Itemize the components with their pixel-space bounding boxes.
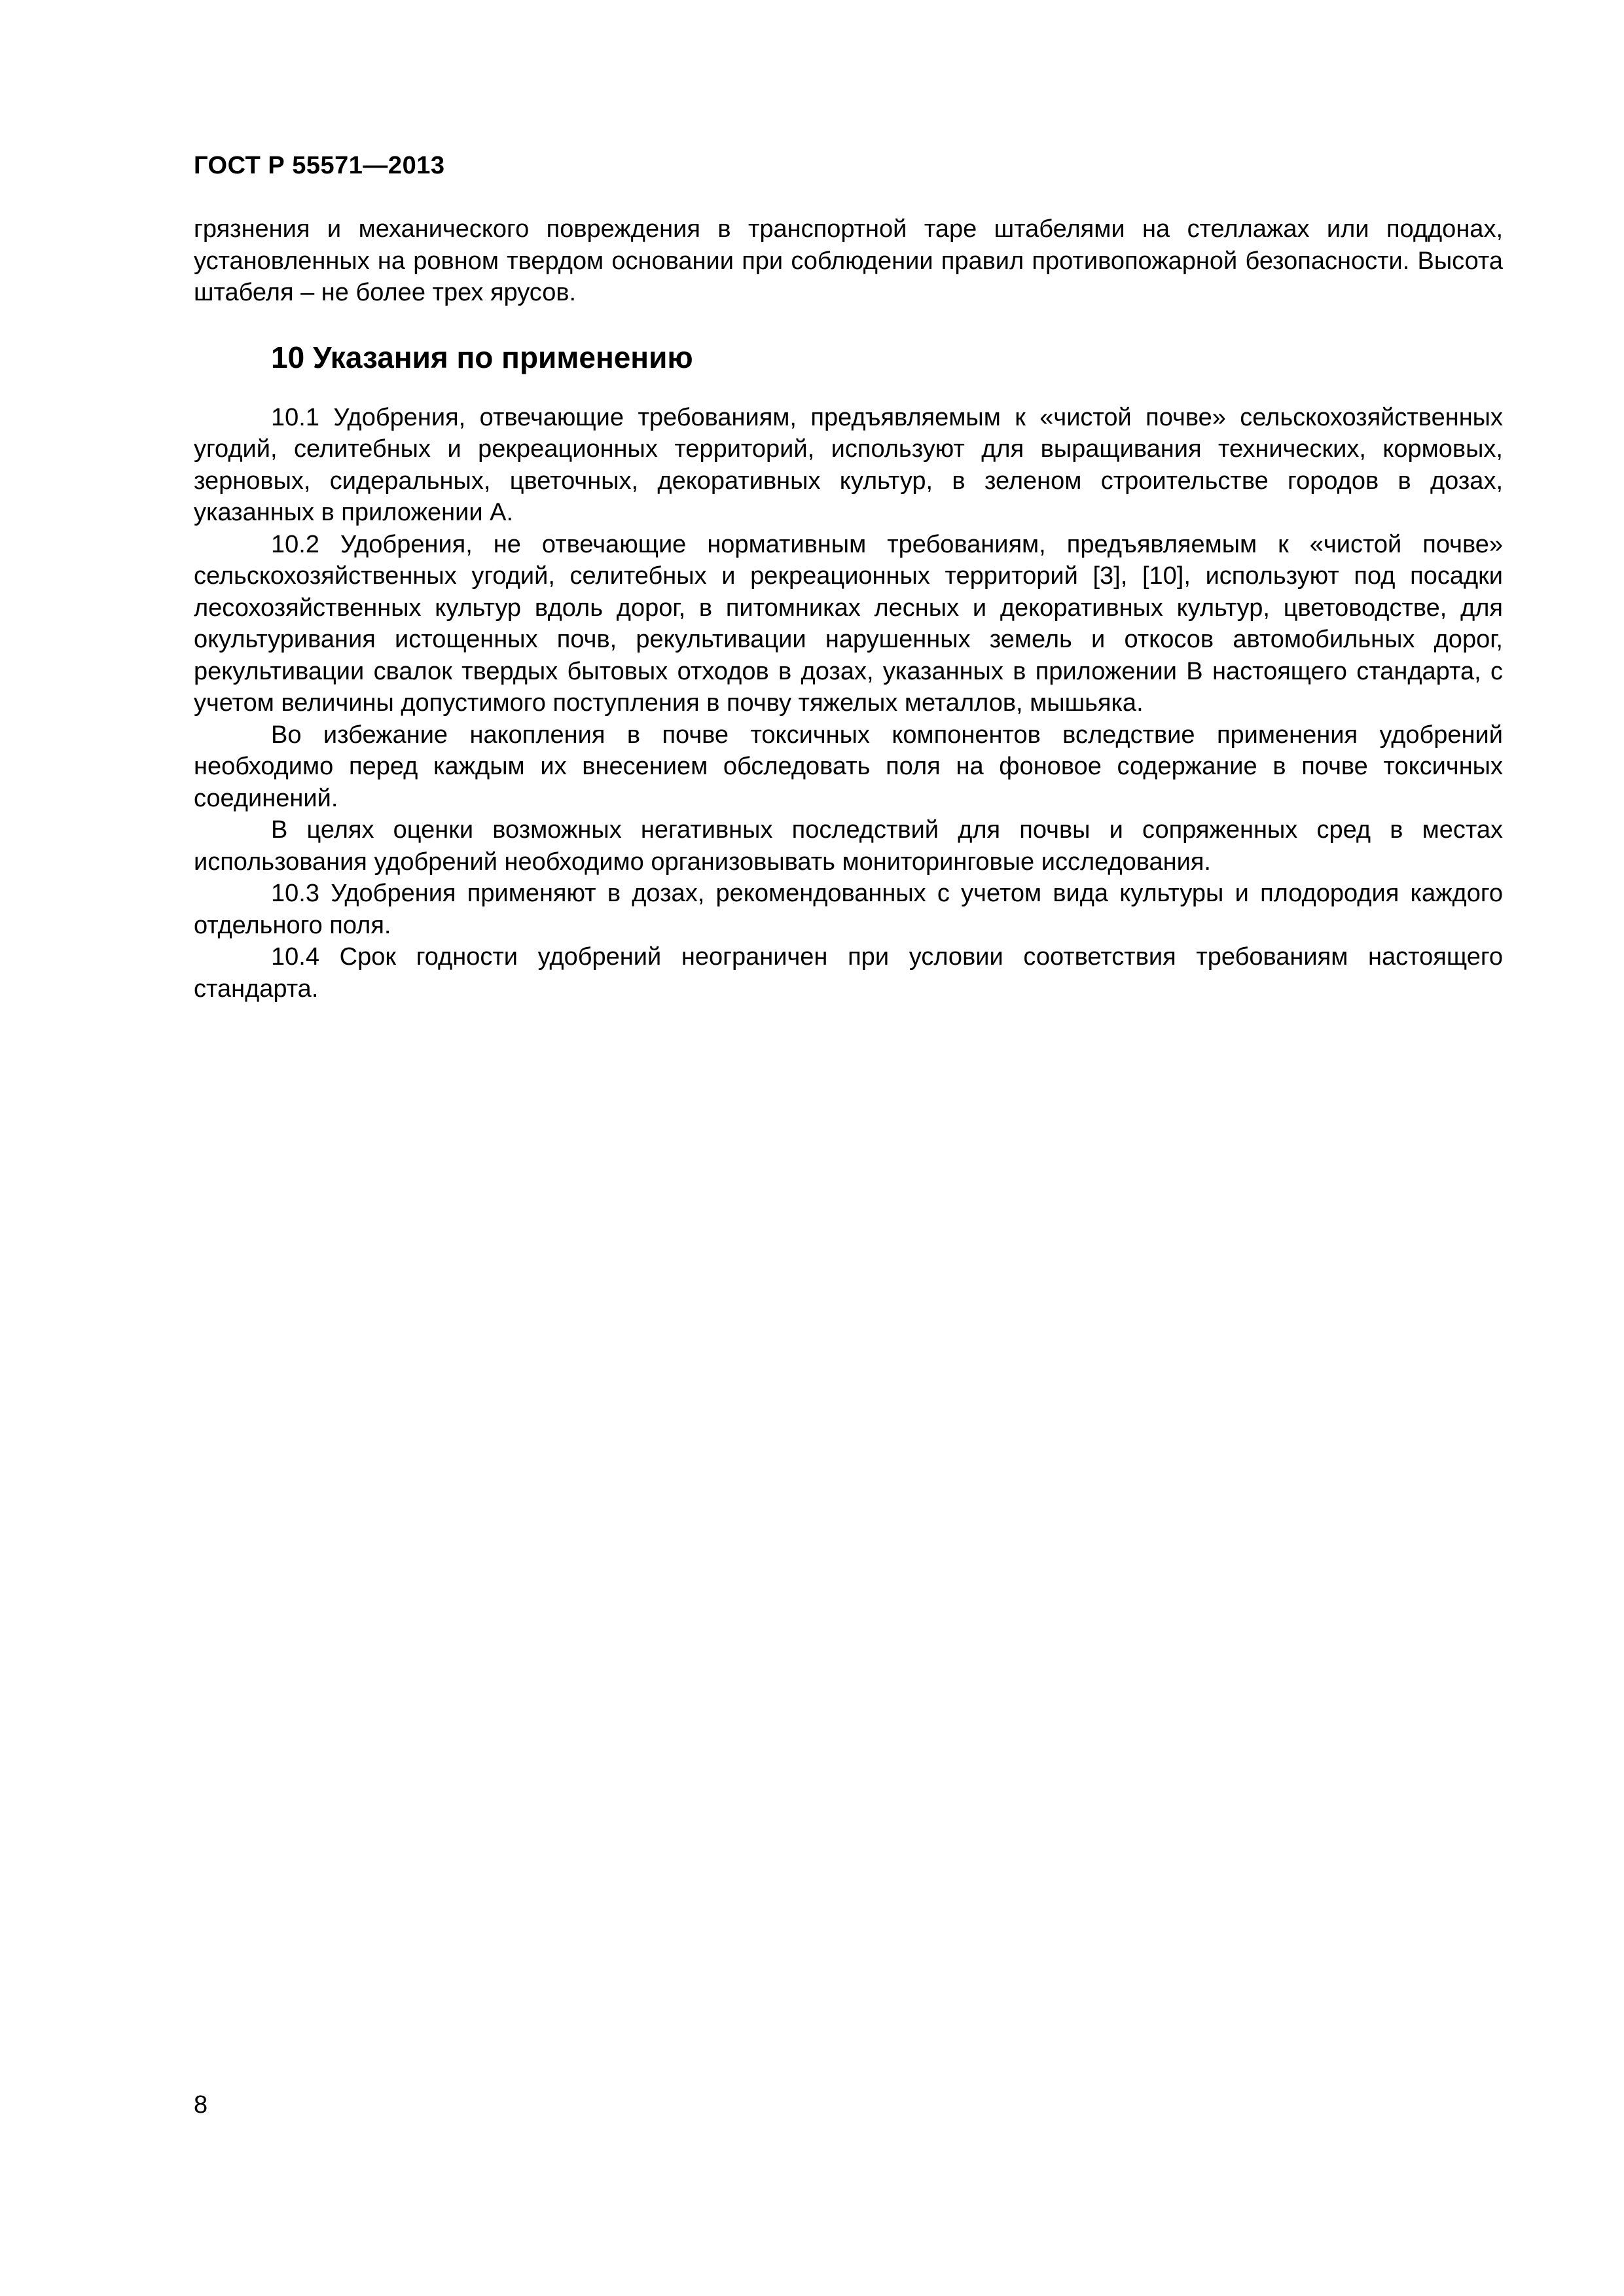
paragraph-toxic-accumulation: Во избежание накопления в почве токсичных компонентов вследствие применения удобрений необходимо перед каждым их внесением обследовать поля на фоновое содержание в почве токсичных соединений. [194,721,1503,812]
paragraph-10-1: 10.1 Удобрения, отвечающие требованиям, предъявляемым к «чистой почве» сельскохозяйственных угодий, селитебных и рекреационных территорий, используют для выращивания технических, кормовых, зерновых, сидеральных, цветочных, декоративных культур, в зеленом строительстве городов в дозах, указанных в приложении А. [194,403,1503,526]
document-header: ГОСТ Р 55571—2013 [194,152,445,179]
paragraph-monitoring: В целях оценки возможных негативных последствий для почвы и сопряженных сред в местах использования удобрений необходимо организовывать мониторинговые исследования. [194,816,1503,876]
section-title: 10 Указания по применению [271,340,693,374]
page-number: 8 [194,2091,208,2119]
document-body [194,213,1503,1005]
continuation-paragraph: грязнения и механического повреждения в транспортной таре штабелями на стеллажах или поддонах, установленных на ровном твердом основании при соблюдении правил противопожарной безопасности. Высота штабеля – не более трех ярусов. [194,215,1503,306]
paragraph-10-4: 10.4 Срок годности удобрений неограничен при условии соответствия требованиям настоящего стандарта. [194,943,1503,1003]
paragraph-10-2: 10.2 Удобрения, не отвечающие нормативным требованиям, предъявляемым к «чистой почве» сельскохозяйственных угодий, селитебных и рекреационных территорий [3], [10], используют под посадки лесохозяйственных культур вдоль дорог, в питомниках лесных и декоративных культур, цветоводстве, для окультуривания истощенных почв, рекультивации нарушенных земель и откосов автомобильных дорог, рекультивации свалок твердых бытовых отходов в дозах, указанных в приложении В настоящего стандарта, с учетом величины допустимого поступления в почву тяжелых металлов, мышьяка. [194,530,1503,717]
paragraph-10-3: 10.3 Удобрения применяют в дозах, рекомендованных с учетом вида культуры и плодородия каждого отдельного поля. [194,880,1503,939]
